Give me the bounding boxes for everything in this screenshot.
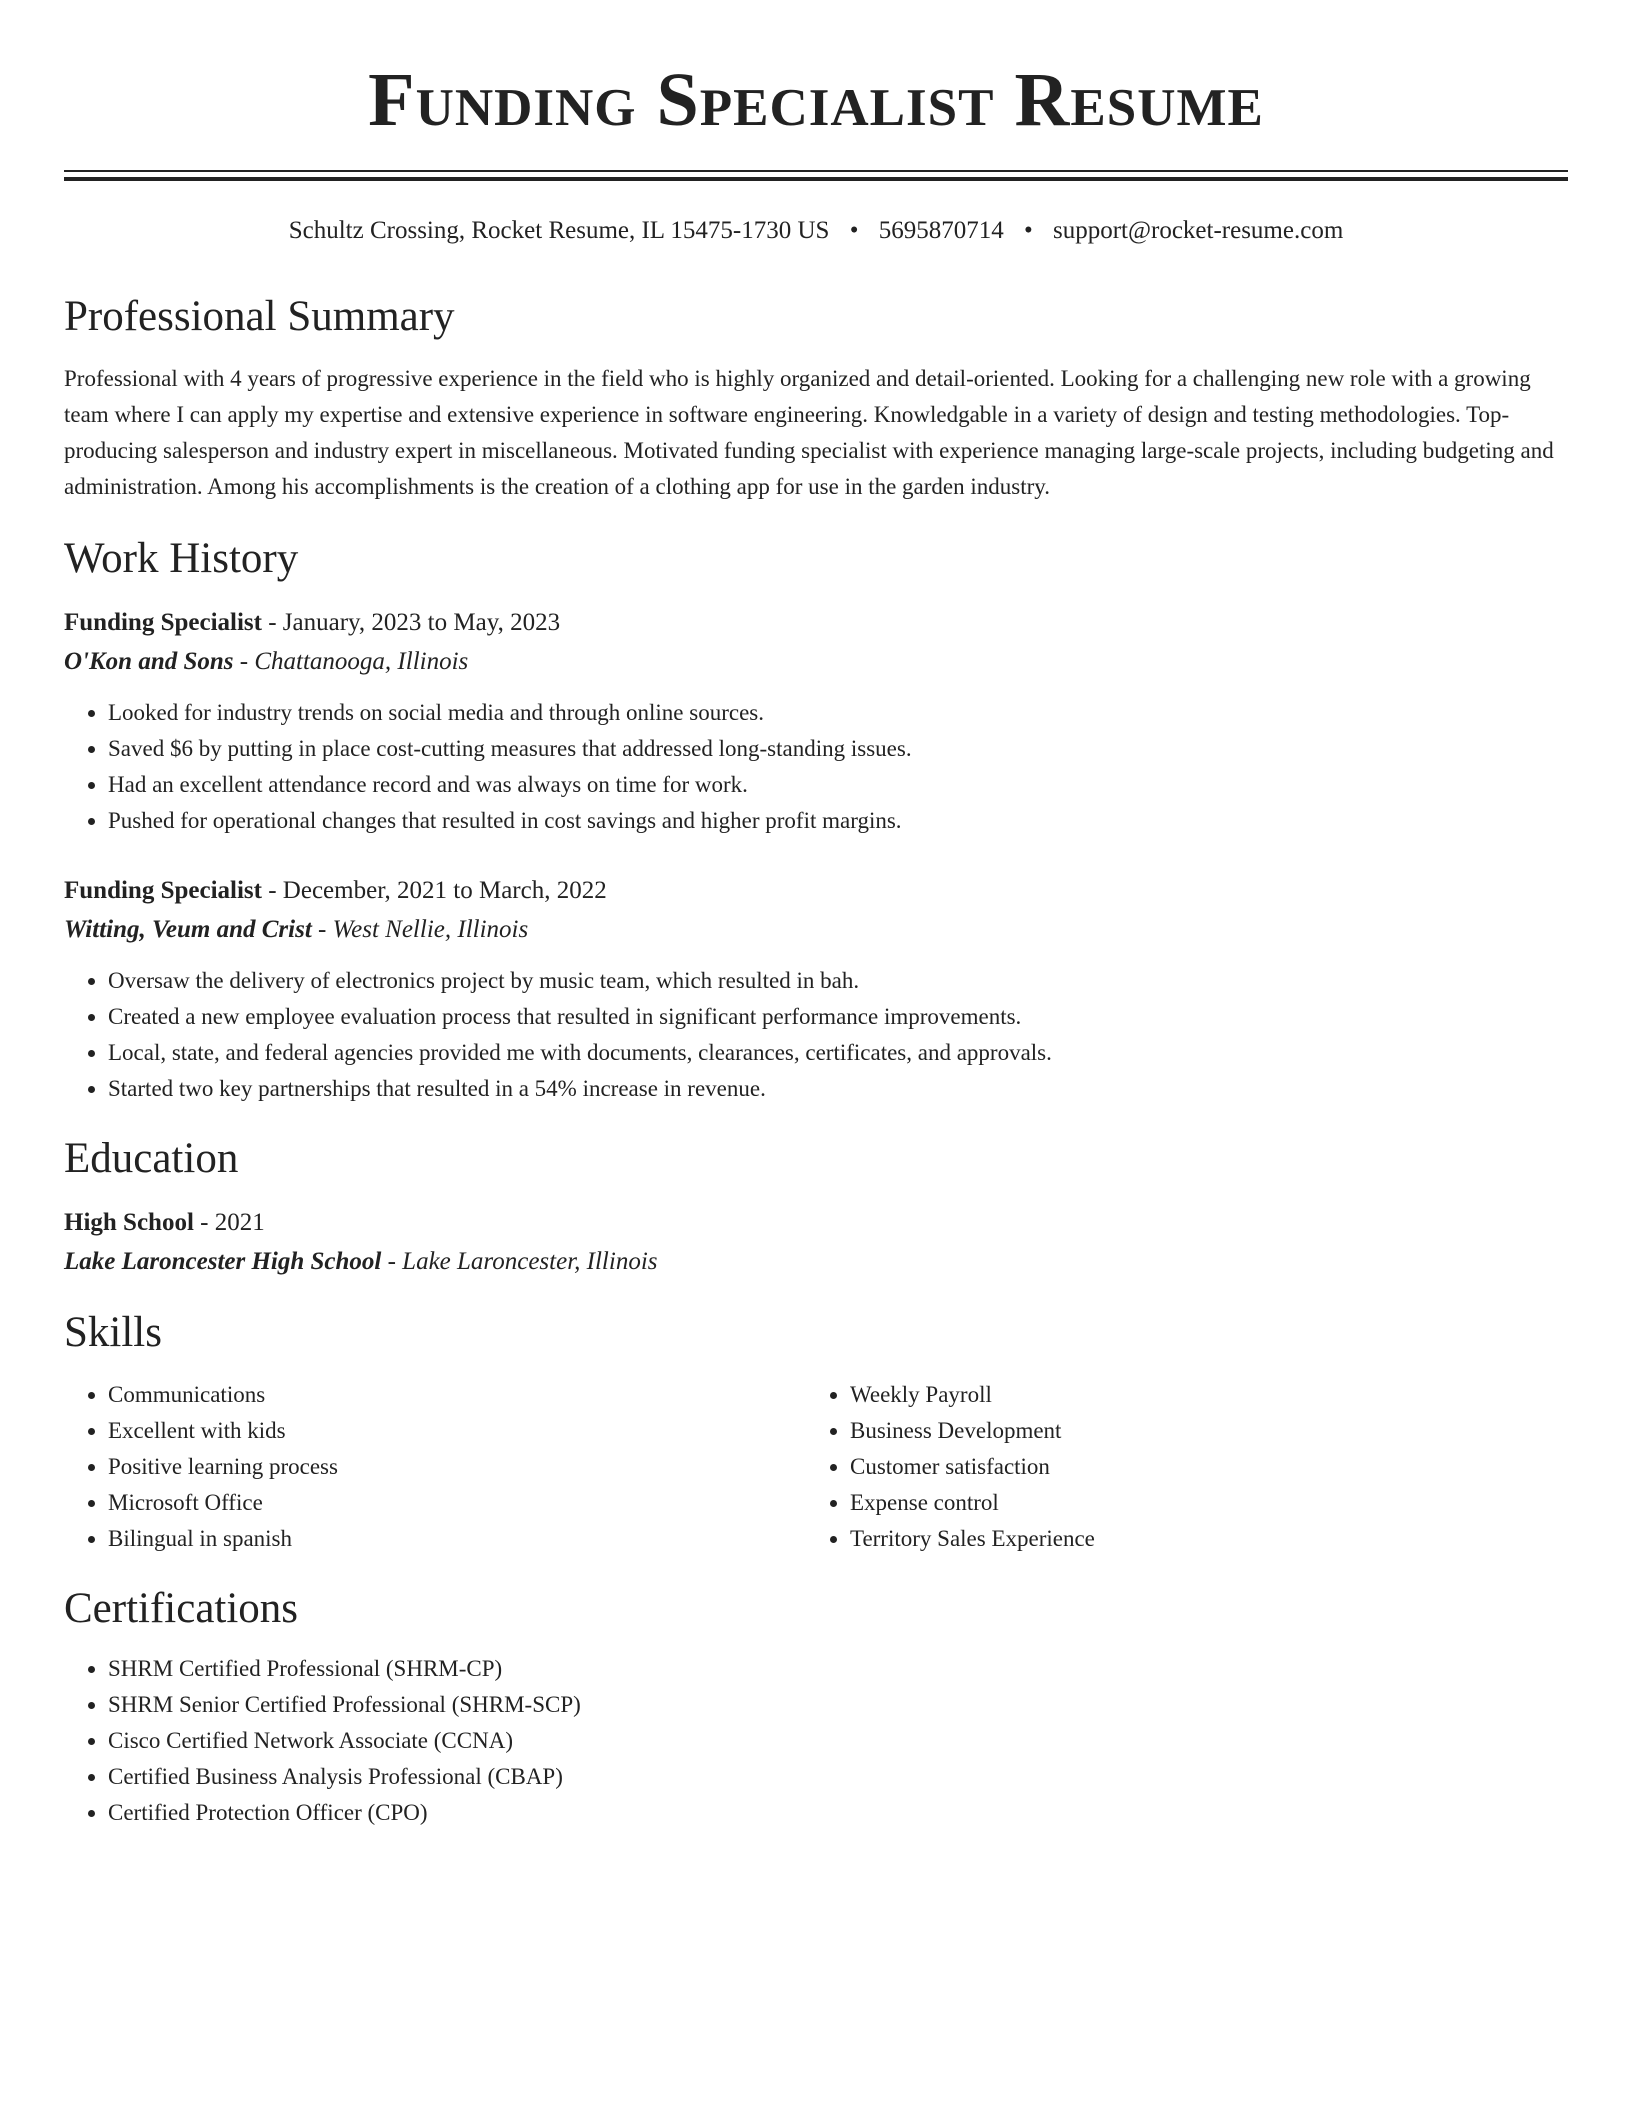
contact-address: Schultz Crossing, Rocket Resume, IL 15475-1730 US bbox=[288, 217, 830, 244]
skill-item: • Communications bbox=[108, 1377, 806, 1413]
skill-item: • Territory Sales Experience bbox=[850, 1521, 1548, 1557]
job-title: Funding Specialist bbox=[64, 877, 262, 904]
list-item: • Created a new employee evaluation process that resulted in significant performance improvements. bbox=[108, 999, 1568, 1035]
certification-item: • Cisco Certified Network Associate (CCNA) bbox=[108, 1723, 1568, 1759]
skill-item: • Microsoft Office bbox=[108, 1485, 806, 1521]
job-dates: - January, 2023 to May, 2023 bbox=[261, 609, 561, 636]
education-degree: High School bbox=[64, 1209, 194, 1236]
skill-item: • Expense control bbox=[850, 1485, 1548, 1521]
job-title-line bbox=[64, 871, 1568, 911]
certification-item: • SHRM Senior Certified Professional (SHRM-SCP) bbox=[108, 1687, 1568, 1723]
summary-text: Professional with 4 years of progressive experience in the field who is highly organized and detail-oriented. Looking for a challenging new role with a growing team where I can apply my expertise and extensive experience in software engineering. Knowledgable in a variety of design and testing methodologies. Top-producing salesperson and industry expert in miscellaneous. Motivated funding specialist with experience managing large-scale projects, including budgeting and administration. Among his accomplishments is the creation of a clothing app for use in the garden industry. bbox=[64, 366, 1554, 499]
work-history-heading: Work History bbox=[64, 535, 299, 582]
certification-item: • Certified Business Analysis Professional (CBAP) bbox=[108, 1759, 1568, 1795]
education-heading: Education bbox=[64, 1135, 239, 1182]
certifications-heading: Certifications bbox=[64, 1585, 299, 1632]
skill-item: • Bilingual in spanish bbox=[108, 1521, 806, 1557]
contact-separator: • bbox=[1023, 217, 1033, 244]
list-item: • Local, state, and federal agencies provided me with documents, clearances, certificates, and approvals. bbox=[108, 1035, 1568, 1071]
contact-separator: • bbox=[849, 217, 859, 244]
list-item: • Oversaw the delivery of electronics project by music team, which resulted in bah. bbox=[108, 963, 1568, 999]
summary-heading: Professional Summary bbox=[64, 293, 455, 340]
education-year: - 2021 bbox=[193, 1209, 265, 1236]
job-entry bbox=[64, 603, 1568, 839]
skills-column-left bbox=[64, 1377, 806, 1557]
skill-item: • Weekly Payroll bbox=[850, 1377, 1548, 1413]
title-divider-thin bbox=[64, 170, 1568, 172]
list-item: • Saved $6 by putting in place cost-cutting measures that addressed long-standing issues. bbox=[108, 731, 1568, 767]
contact-phone: 5695870714 bbox=[878, 217, 1004, 244]
list-item: • Started two key partnerships that resulted in a 54% increase in revenue. bbox=[108, 1071, 1568, 1107]
education-entry bbox=[64, 1203, 1568, 1281]
skill-item: • Excellent with kids bbox=[108, 1413, 806, 1449]
certifications-list bbox=[64, 1651, 1568, 1831]
job-location: - Chattanooga, Illinois bbox=[233, 648, 469, 675]
job-title: Funding Specialist bbox=[64, 609, 262, 636]
contact-email: support@rocket-resume.com bbox=[1052, 217, 1344, 244]
skills-list bbox=[806, 1377, 1548, 1557]
list-item: • Pushed for operational changes that resulted in cost savings and higher profit margins. bbox=[108, 803, 1568, 839]
job-company: O'Kon and Sons bbox=[64, 648, 234, 675]
job-entry bbox=[64, 871, 1568, 1107]
resume-title: Funding Specialist Resume bbox=[368, 58, 1264, 142]
job-company-line bbox=[64, 911, 1568, 949]
education-degree-line bbox=[64, 1203, 1568, 1243]
title-divider-thick bbox=[64, 177, 1568, 181]
education-location: - Lake Laroncester, Illinois bbox=[381, 1248, 658, 1275]
skills-heading: Skills bbox=[64, 1309, 162, 1356]
skill-item: • Customer satisfaction bbox=[850, 1449, 1548, 1485]
skill-item: • Business Development bbox=[850, 1413, 1548, 1449]
skills-columns bbox=[64, 1377, 1568, 1557]
skills-column-right bbox=[806, 1377, 1548, 1557]
certification-item: • Certified Protection Officer (CPO) bbox=[108, 1795, 1568, 1831]
job-bullets bbox=[64, 695, 1568, 839]
job-company-line bbox=[64, 643, 1568, 681]
skills-list bbox=[64, 1377, 806, 1557]
job-title-line bbox=[64, 603, 1568, 643]
skill-item: • Positive learning process bbox=[108, 1449, 806, 1485]
job-company: Witting, Veum and Crist bbox=[64, 916, 312, 943]
list-item: • Had an excellent attendance record and was always on time for work. bbox=[108, 767, 1568, 803]
job-location: - West Nellie, Illinois bbox=[311, 916, 529, 943]
contact-line bbox=[64, 213, 1568, 249]
certification-item: • SHRM Certified Professional (SHRM-CP) bbox=[108, 1651, 1568, 1687]
education-school: Lake Laroncester High School bbox=[64, 1248, 382, 1275]
education-school-line bbox=[64, 1243, 1568, 1281]
list-item: • Looked for industry trends on social media and through online sources. bbox=[108, 695, 1568, 731]
job-dates: - December, 2021 to March, 2022 bbox=[261, 877, 607, 904]
job-bullets bbox=[64, 963, 1568, 1107]
